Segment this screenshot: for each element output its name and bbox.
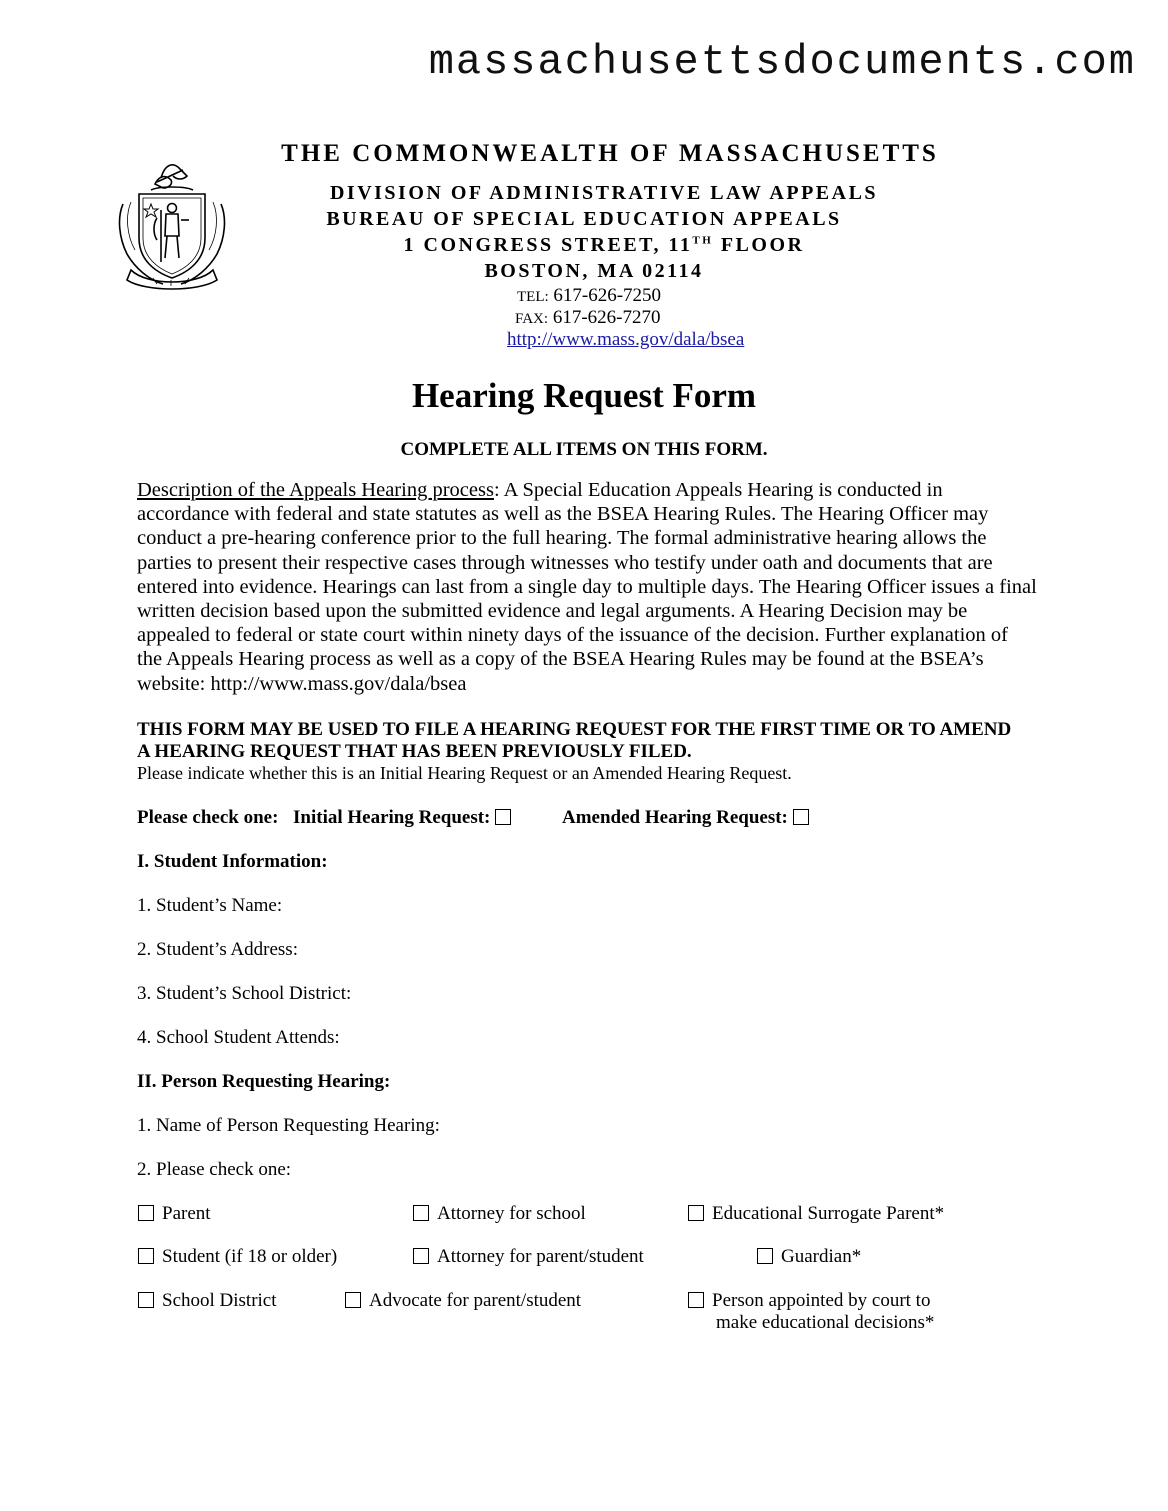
- attorney-parent-checkbox[interactable]: [413, 1248, 429, 1264]
- division-text: DIVISION OF ADMINISTRATIVE LAW APPEALS: [329, 182, 879, 204]
- commonwealth-heading: THE COMMONWEALTH OF MASSACHUSETTS: [281, 140, 939, 167]
- guardian-checkbox[interactable]: [757, 1248, 773, 1264]
- bureau-text: BUREAU OF SPECIAL EDUCATION APPEALS: [326, 208, 842, 230]
- amended-request-option: [562, 807, 809, 829]
- watermark-text: massachusettsdocuments.com: [428, 38, 1136, 86]
- option-attorney-school[interactable]: [413, 1203, 586, 1225]
- street-text: 1 CONGRESS STREET, 11: [403, 234, 693, 256]
- option-advocate[interactable]: [345, 1290, 581, 1312]
- notice-line-2: A HEARING REQUEST THAT HAS BEEN PREVIOUSLY FILED.: [137, 741, 692, 762]
- form-notice: [137, 719, 1057, 763]
- amended-request-checkbox[interactable]: [793, 809, 809, 825]
- section-requester-heading: II. Person Requesting Hearing:: [137, 1071, 391, 1092]
- option-label: Parent: [162, 1203, 211, 1224]
- fax-label: FAX:: [515, 311, 549, 327]
- parent-checkbox[interactable]: [138, 1205, 154, 1221]
- option-label: School District: [162, 1290, 277, 1311]
- fax-number: 617-626-7270: [552, 307, 661, 328]
- student-address-label: 2. Student’s Address:: [137, 939, 298, 960]
- bureau-name: [0, 208, 1168, 231]
- telephone: [517, 285, 661, 307]
- tel-label: TEL:: [517, 289, 549, 305]
- amended-request-label: Amended Hearing Request:: [562, 807, 788, 828]
- advocate-checkbox[interactable]: [345, 1292, 361, 1308]
- section-student-info-heading: I. Student Information:: [137, 851, 328, 872]
- tel-number: 617-626-7250: [553, 285, 662, 306]
- form-title: Hearing Request Form: [411, 376, 757, 415]
- description-paragraph: [137, 478, 1037, 696]
- city-address: [0, 260, 1168, 283]
- description-heading: Description of the Appeals Hearing process: [137, 479, 494, 501]
- indicate-text: Please indicate whether this is an Initial Hearing Request or an Amended Hearing Request.: [137, 763, 792, 783]
- division-name: [0, 182, 1168, 205]
- option-attorney-parent[interactable]: [413, 1246, 644, 1268]
- option-surrogate-parent[interactable]: [688, 1203, 944, 1225]
- option-label: Attorney for school: [437, 1203, 586, 1224]
- option-label: Educational Surrogate Parent*: [712, 1203, 945, 1224]
- option-parent[interactable]: [138, 1203, 211, 1225]
- option-label: Person appointed by court to: [712, 1290, 931, 1311]
- court-appointed-checkbox[interactable]: [688, 1292, 704, 1308]
- check-one-label: Please check one:: [137, 807, 279, 828]
- initial-request-label: Initial Hearing Request:: [293, 807, 491, 828]
- attorney-school-checkbox[interactable]: [413, 1205, 429, 1221]
- requester-check-label: 2. Please check one:: [137, 1159, 292, 1180]
- option-label: Attorney for parent/student: [437, 1246, 644, 1267]
- description-text: : A Special Education Appeals Hearing is conducted in accordance with federal and state statutes as well as the BSEA Hearing Rules. The Hearing Officer may conduct a pre-hearing conference prior to the full hearing. The formal administrative hearing allows the parties to present their respective cases through witnesses who testify under oath and documents that are entered into evidence. Hearings can last from a single day to multiple days. The Hearing Officer issues a final written decision based upon the submitted evidence and legal arguments. A Hearing Decision may be appealed to federal or state court within ninety days of the issuance of the decision. Further explanation of the Appeals Hearing process as well as a copy of the BSEA Hearing Rules may be found at the BSEA’s website: http://www.mass.gov/dala/bsea: [137, 479, 1037, 695]
- surrogate-parent-checkbox[interactable]: [688, 1205, 704, 1221]
- student-checkbox[interactable]: [138, 1248, 154, 1264]
- city-text: BOSTON, MA 02114: [484, 260, 704, 282]
- court-appointed-continuation: make educational decisions*: [716, 1312, 935, 1333]
- fax: [515, 307, 660, 329]
- option-guardian[interactable]: [757, 1246, 861, 1268]
- street-address: [0, 234, 1168, 257]
- floor-text: FLOOR: [720, 234, 805, 256]
- website-link[interactable]: http://www.mass.gov/dala/bsea: [507, 329, 745, 350]
- form-instruction: COMPLETE ALL ITEMS ON THIS FORM.: [400, 439, 768, 460]
- option-label: Advocate for parent/student: [369, 1290, 582, 1311]
- student-district-label: 3. Student’s School District:: [137, 983, 352, 1004]
- option-student[interactable]: [138, 1246, 337, 1268]
- floor-superscript: TH: [692, 234, 714, 247]
- option-school-district[interactable]: [138, 1290, 277, 1312]
- student-name-label: 1. Student’s Name:: [137, 895, 283, 916]
- school-district-checkbox[interactable]: [138, 1292, 154, 1308]
- option-label: Student (if 18 or older): [162, 1246, 338, 1267]
- initial-request-checkbox[interactable]: [495, 809, 511, 825]
- requester-name-label: 1. Name of Person Requesting Hearing:: [137, 1115, 440, 1136]
- option-court-appointed[interactable]: [688, 1290, 930, 1312]
- school-attends-label: 4. School Student Attends:: [137, 1027, 340, 1048]
- option-label: Guardian*: [781, 1246, 862, 1267]
- notice-line-1: THIS FORM MAY BE USED TO FILE A HEARING REQUEST FOR THE FIRST TIME OR TO AMEND: [137, 719, 1012, 740]
- initial-request-option: [293, 807, 511, 829]
